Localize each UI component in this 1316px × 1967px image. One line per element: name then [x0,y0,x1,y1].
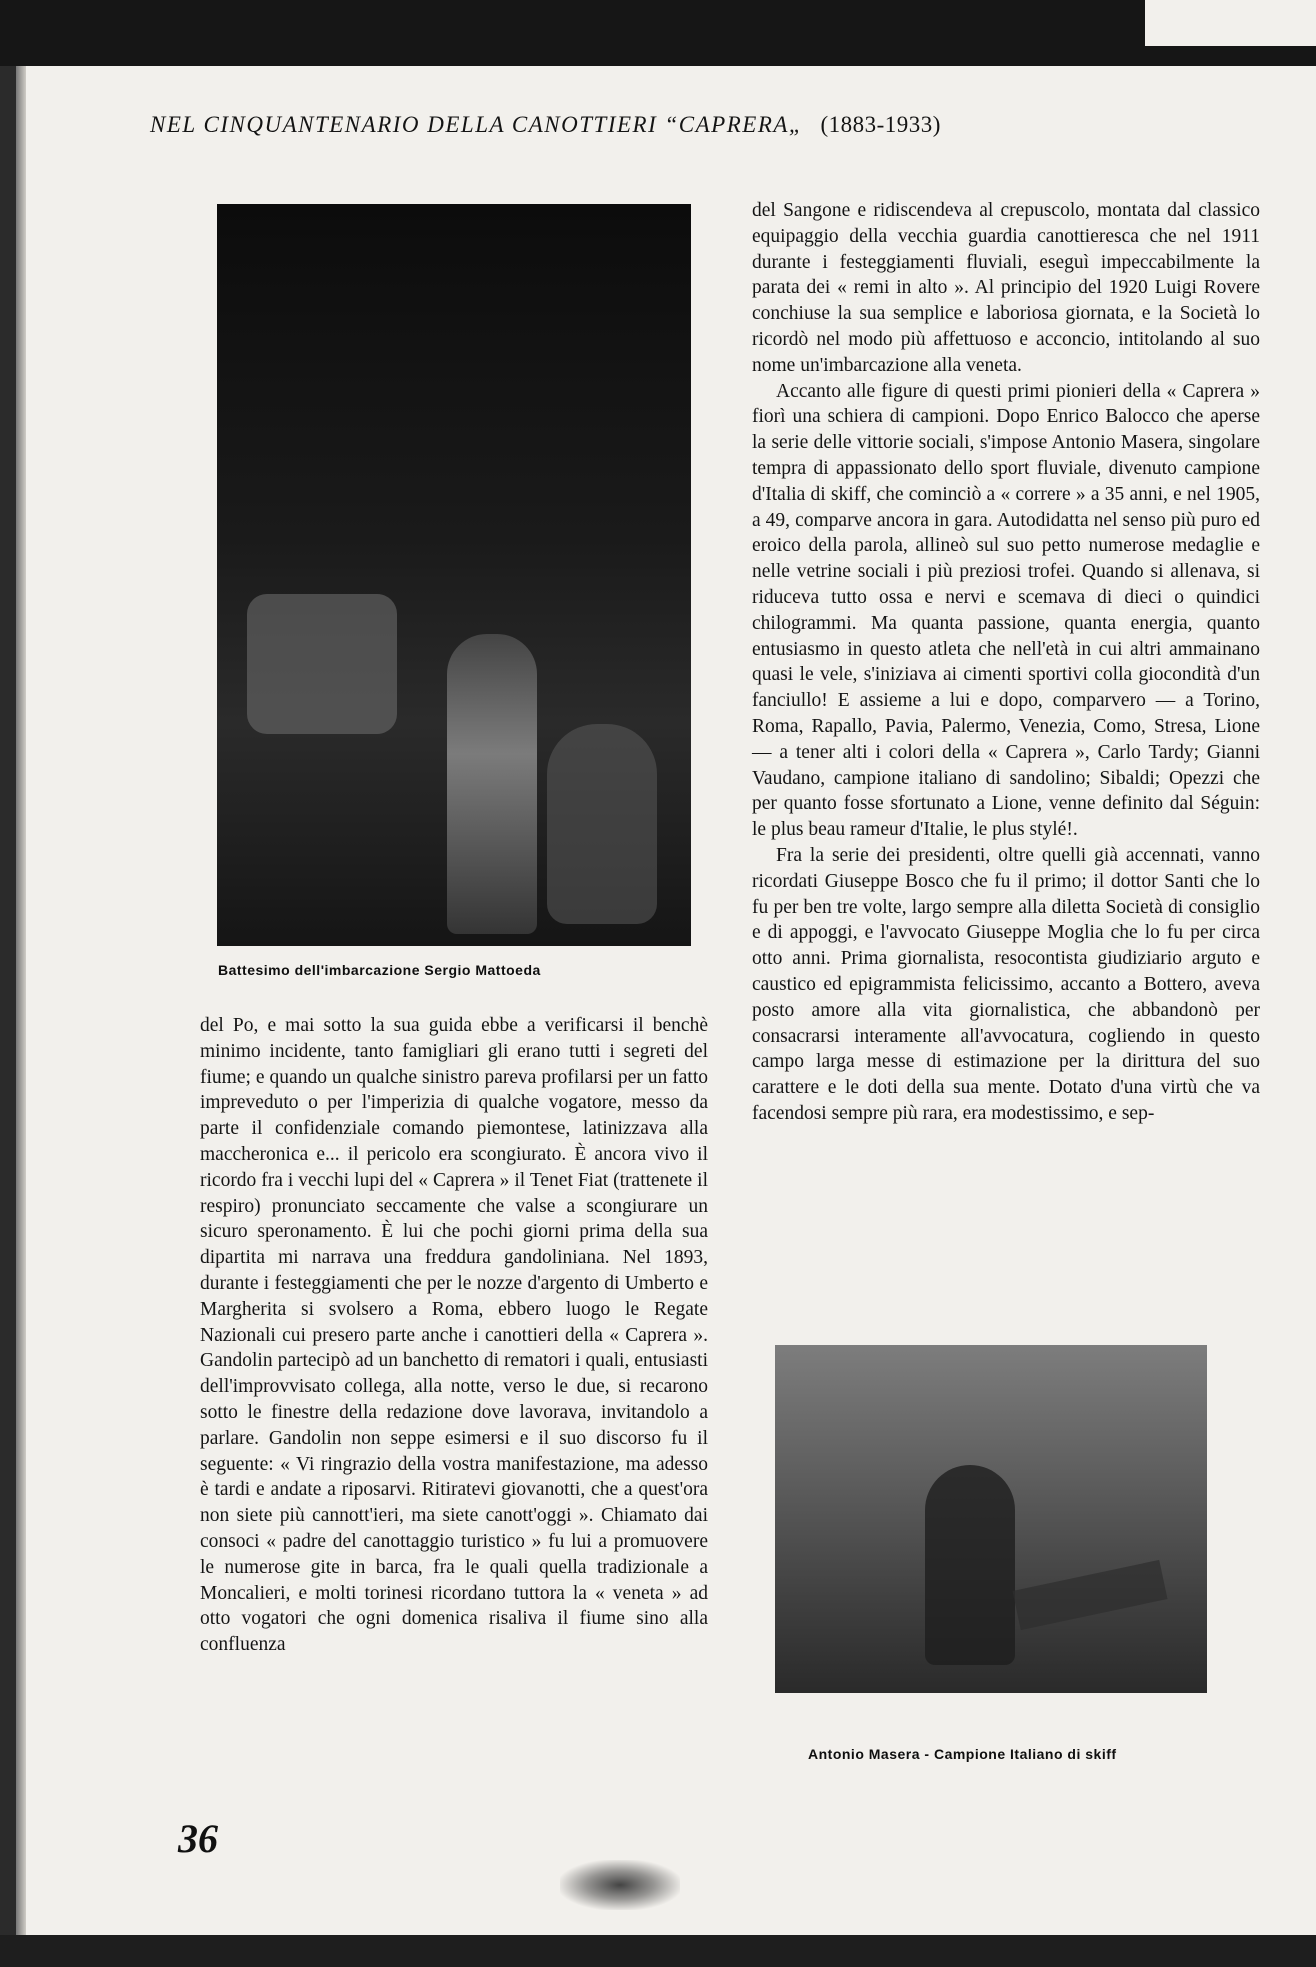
page-number: 36 [178,1816,218,1861]
page-gutter-shadow [16,66,26,1967]
scan-bottom-edge [0,1935,1316,1967]
photo-caption-antonio-masera: Antonio Masera - Campione Italiano di skiff [808,1746,1117,1762]
photo-boat-christening [217,204,691,946]
paragraph: del Po, e mai sotto la sua guida ebbe a verificarsi il benchè minimo incidente, tanto famigliari gli erano tutti i segreti del fiume; e quando un qualche sinistro pareva profilarsi per un fatto impreveduto o per l'imperizia di qualche vogatore, messo da parte il confidenziale comando piemontese, latinizzava alla maccheronica e... il pericolo era scongiurato. È ancora vivo il ricordo fra i vecchi lupi del « Caprera » il Tenet Fiat (trattenete il respiro) pronunciato seccamente che valse a scongiurare un sicuro speronamento. È lui che pochi giorni prima della sua dipartita mi narrava una freddura gandoliniana. Nel 1893, durante i festeggiamenti che per le nozze d'argento di Umberto e Margherita si svolsero a Roma, ebbero luogo le Regate Nazionali cui presero parte anche i canottieri della « Caprera ». Gandolin partecipò ad un banchetto di rematori i quali, entusiasti dell'improvvisato collega, alla notte, verso le due, si recarono sotto le finestre della redazione dove lavorava, invitandolo a parlare. Gandolin non seppe esimersi e il suo discorso fu il seguente: « Vi ringrazio della vostra manifestazione, ma adesso è tardi e andate a riposarvi. Ritiratevi giovanotti, che a quest'ora non siete più cannott'ieri, ma siete canott'oggi ». Chiamato dai consoci « padre del canottaggio turistico » fu lui a promuovere le numerose gite in barca, fra le quali quella tradizionale a Moncalieri, e molti torinesi ricordano tuttora la « veneta » ad otto vogatori che ogni domenica risaliva il fiume sino alla confluenza [200,1015,708,1656]
scan-top-notch [1145,0,1316,46]
photo-caption-boat-christening: Battesimo dell'imbarcazione Sergio Mattoeda [218,962,541,978]
scan-top-edge [0,0,1316,66]
text-column-left [200,1013,708,1658]
running-head-title: NEL CINQUANTENARIO DELLA CANOTTIERI “CAPRERA„ [150,112,804,137]
ink-smudge [560,1860,680,1910]
running-head-years: (1883-1933) [820,112,941,137]
photo-antonio-masera [775,1345,1207,1693]
paragraph: del Sangone e ridiscendeva al crepuscolo, montata dal classico equipaggio della vecchia guardia canottieresca che nel 1911 durante i festeggiamenti fluviali, eseguì impeccabilmente la parata dei « remi in alto ». Al principio del 1920 Luigi Rovere conchiuse la sua semplice e laboriosa giornata, e la Società lo ricordò nel modo più affettuoso e acconcio, intitolando al suo nome un'imbarcazione alla veneta. [752,200,1260,376]
running-head [150,112,1150,138]
paragraph: Accanto alle figure di questi primi pionieri della « Caprera » fiorì una schiera di campioni. Dopo Enrico Balocco che aperse la serie delle vittorie sociali, s'impose Antonio Masera, singolare tempra di appassionato dello sport fluviale, divenuto campione d'Italia di skiff, che cominciò a « correre » a 35 anni, e nel 1905, a 49, comparve ancora in gara. Autodidatta nel senso più puro ed eroico della parola, allineò sul suo petto numerose medaglie e nelle vetrine sociali i più preziosi trofei. Quando si allenava, si riduceva tutto ossa e nervi e scemava di dieci o quindici chilogrammi. Ma quanta passione, quanta energia, quanto entusiasmo in questo atleta che nell'età in cui altri ammainano quasi le vele, s'iniziava ai cimenti sportivi colla giocondità d'un fanciullo! E assieme a lui e dopo, comparvero — a Torino, Roma, Rapallo, Pavia, Palermo, Venezia, Como, Stresa, Lione — a tener alti i colori della « Caprera », Carlo Tardy; Gianni Vaudano, campione italiano di sandolino; Sibaldi; Opezzi che per quanto fosse sfortunato a Lione, venne definito dal Séguin: le plus beau rameur d'Italie, le plus stylé!. [752,380,1260,841]
scan-left-edge [0,66,16,1967]
paragraph: Fra la serie dei presidenti, oltre quelli già accennati, vanno ricordati Giuseppe Bosco che fu il primo; il dottor Santi che lo fu per ben tre volte, largo sempre alla diletta Società di consiglio e di appoggi, e l'avvocato Giuseppe Moglia che lo fu per circa otto anni. Prima giornalista, resocontista giudiziario arguto e caustico ed epigrammista felicissimo, accanto a Bottero, aveva posto amore alla vita giornalistica, che abbandonò per consacrarsi interamente all'avvocatura, cogliendo in questo campo larga messe di estimazione per la dirittura del suo carattere e le doti della sua mente. Dotato d'una virtù che va facendosi sempre più rara, era modestissimo, e sep- [752,844,1260,1124]
text-column-right [752,198,1260,1127]
